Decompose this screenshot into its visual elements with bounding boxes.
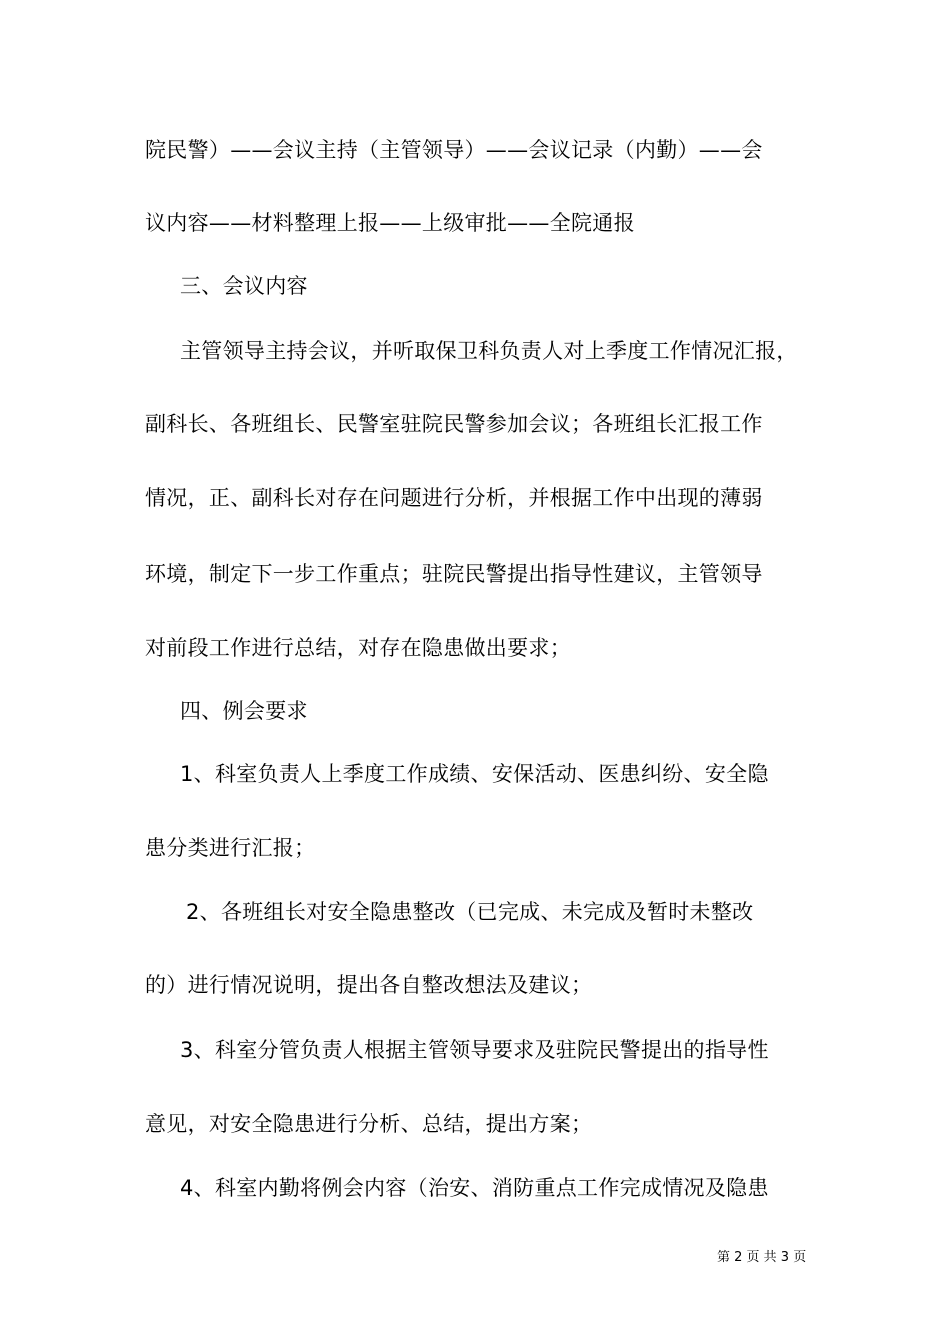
paragraph-line: 主管领导主持会议，并听取保卫科负责人对上季度工作情况汇报， bbox=[180, 339, 798, 363]
section-heading: 四、例会要求 bbox=[180, 699, 308, 723]
page-number: 第 2 页 共 3 页 bbox=[717, 1250, 807, 1265]
list-item-line: 意见，对安全隐患进行分析、总结，提出方案； bbox=[145, 1112, 593, 1136]
paragraph-line: 副科长、各班组长、民警室驻院民警参加会议；各班组长汇报工作 bbox=[145, 412, 763, 436]
text-line: 院民警）——会议主持（主管领导）——会议记录（内勤）——会 bbox=[145, 138, 763, 162]
paragraph-line: 对前段工作进行总结，对存在隐患做出要求； bbox=[145, 636, 571, 660]
list-item-line: 患分类进行汇报； bbox=[145, 836, 316, 860]
list-item-line: 3、科室分管负责人根据主管领导要求及驻院民警提出的指导性 bbox=[180, 1038, 769, 1062]
list-item-line: 4、科室内勤将例会内容（治安、消防重点工作完成情况及隐患 bbox=[180, 1176, 769, 1200]
list-item-line: 2、各班组长对安全隐患整改（已完成、未完成及暂时未整改 bbox=[186, 900, 754, 924]
section-heading: 三、会议内容 bbox=[180, 274, 308, 298]
list-item-line: 1、科室负责人上季度工作成绩、安保活动、医患纠纷、安全隐 bbox=[180, 762, 769, 786]
text-line: 议内容——材料整理上报——上级审批——全院通报 bbox=[145, 211, 635, 235]
list-item-line: 的）进行情况说明，提出各自整改想法及建议； bbox=[145, 973, 593, 997]
paragraph-line: 环境，制定下一步工作重点；驻院民警提出指导性建议，主管领导 bbox=[145, 562, 763, 586]
paragraph-line: 情况，正、副科长对存在问题进行分析，并根据工作中出现的薄弱 bbox=[145, 486, 763, 510]
